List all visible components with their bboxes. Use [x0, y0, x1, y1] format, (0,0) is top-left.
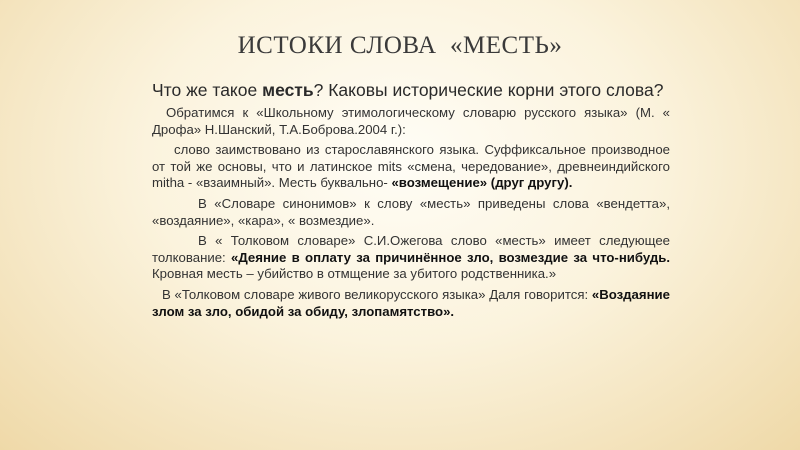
ozhegov-definition: «Деяние в оплату за причинённое зло, возмездие за что-нибудь.	[231, 249, 671, 265]
dahl-paragraph	[152, 287, 670, 320]
dictionary-reference-paragraph: Обратимся к «Школьному этимологическому словарю русского языка» (М. « Дрофа» Н.Шанский, Т.А.Боброва.2004 г.):	[152, 105, 670, 137]
ozhegov-text: В « Толковом словаре» С.И.Ожегова слово «месть» имеет следующее толкование:	[152, 233, 670, 265]
question-paragraph	[152, 80, 670, 101]
dahl-text: В «Толковом словаре живого великорусского языка» Даля говорится:	[162, 286, 592, 302]
ozhegov-paragraph	[152, 233, 670, 283]
dahl-definition: «Воздаяние злом за зло, обидой за обиду, злопамятство».	[152, 286, 670, 319]
etymology-paragraph	[152, 142, 670, 192]
question-keyword: месть	[262, 80, 314, 100]
question-text-end: ? Каковы исторические корни этого слова?	[313, 80, 664, 100]
ozhegov-text-end: Кровная месть – убийство в отмщение за убитого родственника.»	[152, 266, 557, 282]
etymology-text: слово заимствовано из старославянского языка. Суффиксальное производное от той же основы, что и латинское mits «смена, чередование», древнеиндийского mitha - «взаимный». Месть буквально-	[152, 142, 670, 191]
question-text-start: Что же такое	[152, 80, 263, 100]
synonyms-paragraph: В «Словаре синонимов» к слову «месть» приведены слова «вендетта», «воздаяние», «кара», « возмездие».	[152, 195, 670, 228]
slide-title: ИСТОКИ СЛОВА «МЕСТЬ»	[237, 32, 563, 59]
slide-body	[152, 80, 670, 320]
etymology-highlight: «возмещение» (друг другу).	[391, 175, 573, 191]
